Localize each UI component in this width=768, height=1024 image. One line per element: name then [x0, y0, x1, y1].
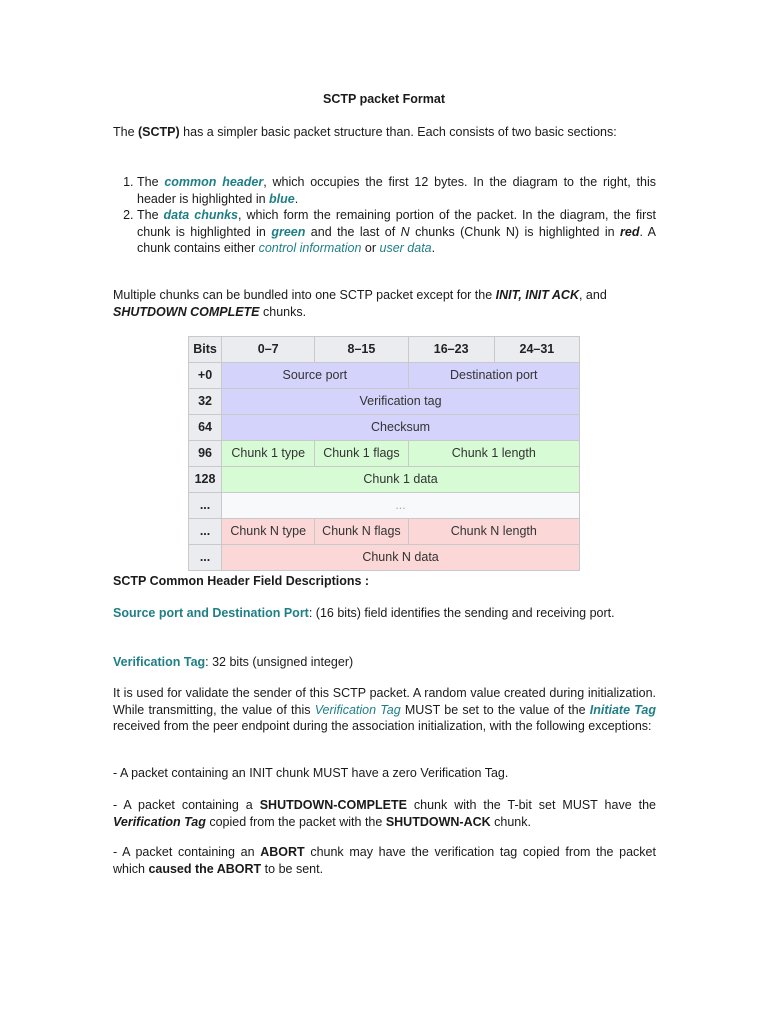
sections-list — [113, 174, 656, 257]
table-row — [189, 363, 580, 389]
intro-paragraph: The (SCTP) has a simpler basic packet structure than. Each consists of two basic sections: — [113, 125, 617, 139]
source-port-cell: Source port — [222, 363, 408, 389]
chunk-n-length-cell: Chunk N length — [408, 519, 579, 545]
table-header-cell: 0–7 — [222, 337, 315, 363]
table-row — [189, 415, 580, 441]
chunk-1-length-cell: Chunk 1 length — [408, 441, 579, 467]
control-information-link[interactable]: control information — [258, 241, 362, 255]
table-header-cell: Bits — [189, 337, 222, 363]
usage-paragraph: It is used for validate the sender of this SCTP packet. A random value created during initialization. While transmitting, the value of this Verification Tag MUST be set to the value of the Initiate Tag received from the peer endpoint during the association initialization, with the following exceptions: — [113, 686, 656, 733]
exception-2: - A packet containing a SHUTDOWN-COMPLETE chunk with the T-bit set MUST have the Verification Tag copied from the packet with the SHUTDOWN-ACK chunk. — [113, 798, 656, 829]
bits-offset-cell: ... — [189, 493, 222, 519]
ellipsis-cell: ... — [222, 493, 580, 519]
verification-tag-cell: Verification tag — [222, 389, 580, 415]
table-row — [189, 519, 580, 545]
table-row — [189, 441, 580, 467]
exception-1: - A packet containing an INIT chunk MUST have a zero Verification Tag. — [113, 766, 509, 780]
page-title: SCTP packet Format — [322, 92, 446, 106]
ports-paragraph: Source port and Destination Port: (16 bits) field identifies the sending and receiving port. — [113, 606, 615, 620]
bits-offset-cell: 128 — [189, 467, 222, 493]
table-row — [189, 493, 580, 519]
bits-offset-cell: ... — [189, 519, 222, 545]
chunk-1-flags-cell: Chunk 1 flags — [315, 441, 408, 467]
verification-tag-link[interactable]: Verification Tag — [314, 702, 401, 717]
bits-offset-cell: 64 — [189, 415, 222, 441]
verification-tag-paragraph: Verification Tag: 32 bits (unsigned integer) — [113, 655, 354, 669]
table-row — [189, 545, 580, 571]
table-header-cell: 16–23 — [408, 337, 494, 363]
section-heading: SCTP Common Header Field Descriptions : — [113, 574, 370, 588]
list-item-data-chunks: 2. The data chunks, which form the remaining portion of the packet. In the diagram, the first chunk is highlighted in green and the last of N chunks (Chunk N) is highlighted in red. A chunk contains either control information or user data. — [137, 207, 656, 257]
table-header-cell: 24–31 — [494, 337, 579, 363]
chunk-n-data-cell: Chunk N data — [222, 545, 580, 571]
destination-port-cell: Destination port — [408, 363, 579, 389]
chunk-n-type-cell: Chunk N type — [222, 519, 315, 545]
user-data-link[interactable]: user data — [379, 241, 432, 255]
table-header-row — [189, 337, 580, 363]
table-header-cell: 8–15 — [315, 337, 408, 363]
bits-offset-cell: 96 — [189, 441, 222, 467]
table-row — [189, 467, 580, 493]
bits-offset-cell: 32 — [189, 389, 222, 415]
bits-offset-cell: +0 — [189, 363, 222, 389]
multiple-chunks-paragraph: Multiple chunks can be bundled into one SCTP packet except for the INIT, INIT ACK, and SHUTDOWN COMPLETE chunks. — [113, 288, 607, 319]
table-row — [189, 389, 580, 415]
chunk-1-data-cell: Chunk 1 data — [222, 467, 580, 493]
bits-offset-cell: ... — [189, 545, 222, 571]
checksum-cell: Checksum — [222, 415, 580, 441]
chunk-1-type-cell: Chunk 1 type — [222, 441, 315, 467]
chunk-n-flags-cell: Chunk N flags — [315, 519, 408, 545]
list-item-common-header: 1. The common header, which occupies the first 12 bytes. In the diagram to the right, this header is highlighted in blue. — [137, 174, 656, 207]
sctp-packet-format-table — [188, 336, 580, 571]
exception-3: - A packet containing an ABORT chunk may have the verification tag copied from the packet which caused the ABORT to be sent. — [113, 845, 656, 876]
